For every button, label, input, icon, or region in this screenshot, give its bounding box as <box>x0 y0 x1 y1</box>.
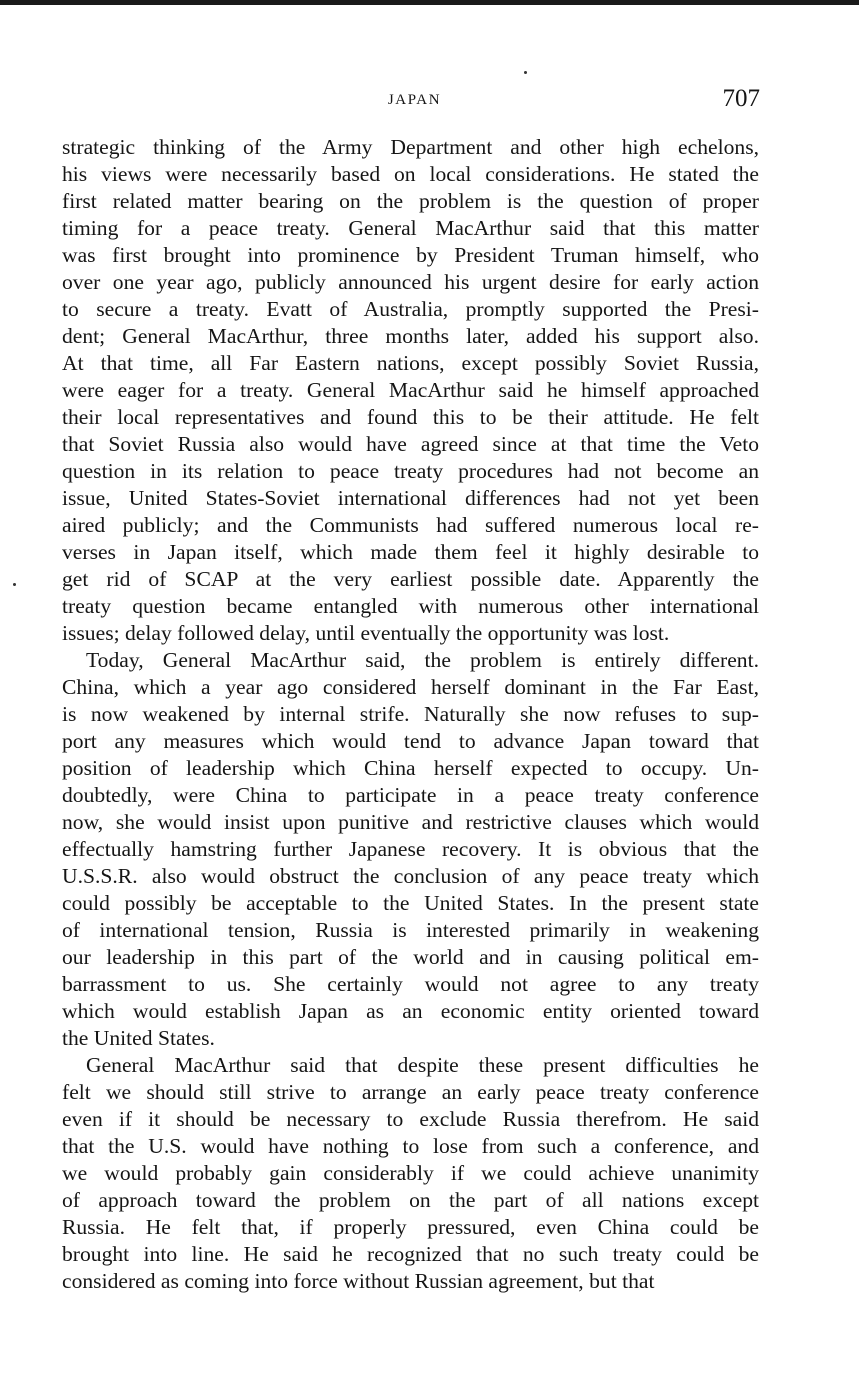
text-line: their local representatives and found this to be their attitude. He felt <box>62 405 759 429</box>
print-speck <box>524 71 527 74</box>
text-line: effectually hamstring further Japanese recovery. It is obvious that the <box>62 837 759 861</box>
text-line: Russia. He felt that, if properly pressured, even China could be <box>62 1215 759 1239</box>
print-speck <box>13 583 16 586</box>
paragraph-1 <box>62 134 759 647</box>
text-line: our leadership in this part of the world and in causing political em- <box>62 945 759 969</box>
text-line: position of leadership which China herself expected to occupy. Un- <box>62 756 759 780</box>
text-line: that the U.S. would have nothing to lose from such a conference, and <box>62 1134 759 1158</box>
text-line: even if it should be necessary to exclude Russia therefrom. He said <box>62 1107 759 1131</box>
text-line: issue, United States-Soviet international differences had not yet been <box>62 486 759 510</box>
text-line: considered as coming into force without Russian agreement, but that <box>62 1269 655 1293</box>
text-line: timing for a peace treaty. General MacArthur said that this matter <box>62 216 759 240</box>
text-line: China, which a year ago considered herself dominant in the Far East, <box>62 675 759 699</box>
text-line: port any measures which would tend to advance Japan toward that <box>62 729 759 753</box>
text-line: of international tension, Russia is interested primarily in weakening <box>62 918 759 942</box>
text-line: which would establish Japan as an economic entity oriented toward <box>62 999 759 1023</box>
text-line: verses in Japan itself, which made them feel it highly desirable to <box>62 540 759 564</box>
text-line: General MacArthur said that despite these present difficulties he <box>86 1053 759 1077</box>
text-line: treaty question became entangled with numerous other international <box>62 594 759 618</box>
paragraph-3 <box>62 1052 759 1295</box>
text-line: aired publicly; and the Communists had suffered numerous local re- <box>62 513 759 537</box>
text-line: that Soviet Russia also would have agreed since at that time the Veto <box>62 432 759 456</box>
running-head-title: JAPAN <box>387 92 442 108</box>
text-line: At that time, all Far Eastern nations, except possibly Soviet Russia, <box>62 351 759 375</box>
text-line: first related matter bearing on the problem is the question of proper <box>62 189 759 213</box>
body-text <box>62 134 759 1295</box>
text-line: Today, General MacArthur said, the problem is entirely different. <box>86 648 759 672</box>
text-line: was first brought into prominence by President Truman himself, who <box>62 243 759 267</box>
text-line: to secure a treaty. Evatt of Australia, promptly supported the Presi- <box>62 297 759 321</box>
page-number: 707 <box>722 85 760 112</box>
text-line: felt we should still strive to arrange an early peace treaty conference <box>62 1080 759 1104</box>
text-line: the United States. <box>62 1026 215 1050</box>
text-line: is now weakened by internal strife. Naturally she now refuses to sup- <box>62 702 759 726</box>
text-line: barrassment to us. She certainly would not agree to any treaty <box>62 972 759 996</box>
text-line: over one year ago, publicly announced his urgent desire for early action <box>62 270 759 294</box>
text-line: of approach toward the problem on the part of all nations except <box>62 1188 759 1212</box>
text-line: issues; delay followed delay, until eventually the opportunity was lost. <box>62 621 670 645</box>
text-line: brought into line. He said he recognized that no such treaty could be <box>62 1242 759 1266</box>
page-top-border <box>0 0 859 5</box>
text-line: strategic thinking of the Army Department and other high echelons, <box>62 135 759 159</box>
text-line: get rid of SCAP at the very earliest possible date. Apparently the <box>62 567 759 591</box>
text-line: question in its relation to peace treaty procedures had not become an <box>62 459 759 483</box>
text-line: dent; General MacArthur, three months later, added his support also. <box>62 324 759 348</box>
text-line: could possibly be acceptable to the United States. In the present state <box>62 891 759 915</box>
text-line: were eager for a treaty. General MacArthur said he himself approached <box>62 378 759 402</box>
text-line: U.S.S.R. also would obstruct the conclusion of any peace treaty which <box>62 864 759 888</box>
paragraph-2 <box>62 647 759 1052</box>
text-line: we would probably gain considerably if we could achieve unanimity <box>62 1161 759 1185</box>
text-line: his views were necessarily based on local considerations. He stated the <box>62 162 759 186</box>
text-line: now, she would insist upon punitive and restrictive clauses which would <box>62 810 759 834</box>
text-line: doubtedly, were China to participate in a peace treaty conference <box>62 783 759 807</box>
